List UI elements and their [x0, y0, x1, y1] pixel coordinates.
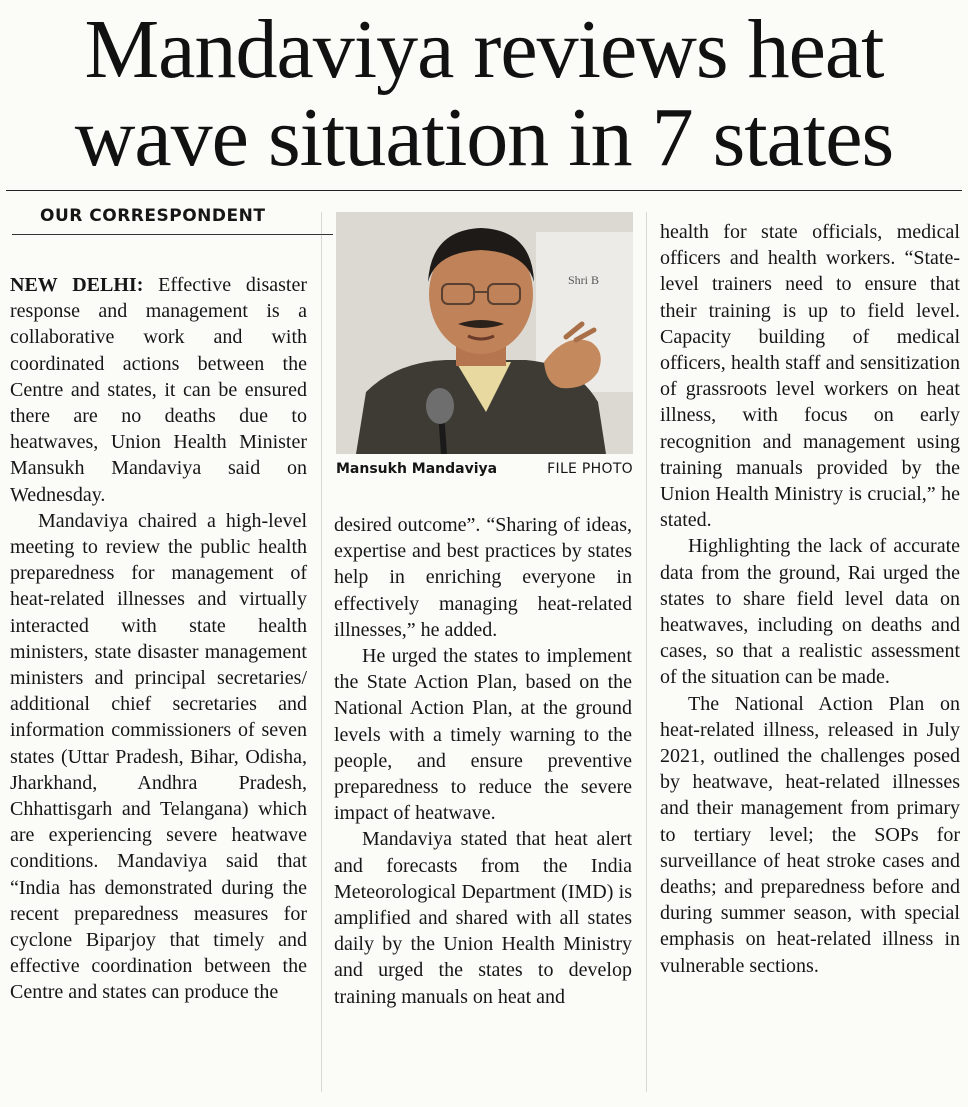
paragraph: Highlighting the lack of accurate data from the ground, Rai urged the states to share field level data on heatwaves, including on deaths and cases, so that a realistic assessment of the situation can be made. — [660, 535, 960, 689]
caption-credit: FILE PHOTO — [547, 461, 633, 477]
headline-rule — [6, 190, 962, 191]
byline: OUR CORRESPONDENT — [12, 206, 333, 235]
headline-line-2: wave situation in 7 states — [74, 91, 894, 184]
paragraph: desired outcome”. “Sharing of ideas, expertise and best practices by states help in enriching everyone in effectively managing heat-related illnesses,” he added. — [334, 514, 632, 641]
article-column-2 — [334, 512, 632, 1010]
headline — [0, 3, 968, 184]
paragraph: health for state officials, medical officers and health workers. “State-level trainers need to ensure that their training is up to field level. Capacity building of medical officers, health staff and sensitization of grassroots level workers on heat illness, with focus on early recognition and management using training manuals provided by the Union Health Ministry is crucial,” he stated. — [660, 221, 960, 532]
portrait-photo — [336, 212, 633, 454]
paragraph: Mandaviya chaired a high-level meeting to review the public health preparedness for management of heat-related illnesses and virtually interacted with state health ministers, state disaster management ministers and principal secretaries/ additional chief secretaries and information commissioners of seven states (Uttar Pradesh, Bihar, Odisha, Jharkhand, Andhra Pradesh, Chhattisgarh and Telangana) which are experiencing severe heatwave conditions. Mandaviya said that “India has demonstrated during the recent preparedness measures for cyclone Biparjoy that timely and effective coordination between the Centre and states can produce the — [10, 509, 307, 1004]
column-divider — [646, 212, 647, 1092]
photo-caption — [336, 461, 633, 477]
headline-line-1: Mandaviya reviews heat — [84, 3, 884, 96]
caption-name: Mansukh Mandaviya — [336, 461, 498, 477]
column-divider — [321, 212, 322, 1092]
article-column-1 — [10, 272, 307, 1006]
paragraph: The National Action Plan on heat-related illness, released in July 2021, outlined the challenges posed by heatwave, heat-related illnesses and their management from primary to tertiary level; the SOPs for surveillance of heat stroke cases and deaths; and preparedness before and during summer season, with special emphasis on heat-related illness in vulnerable sections. — [660, 692, 960, 977]
dateline: NEW DELHI: — [10, 274, 144, 296]
article-column-3 — [660, 219, 960, 979]
paragraph-text: Effective disaster response and management is a collaborative work and with coordinated actions between the Centre and states, it can be ensured there are no deaths due to heatwaves, Union Health Minister Mansukh Mandaviya said on Wednesday. — [10, 274, 307, 506]
paragraph — [10, 272, 307, 508]
backdrop-text: Shri B — [568, 273, 600, 287]
paragraph: Mandaviya stated that heat alert and forecasts from the India Meteorological Department (IMD) is amplified and shared with all states daily by the Union Health Ministry and urged the states to develop training manuals on heat and — [334, 828, 632, 1008]
paragraph: He urged the states to implement the State Action Plan, based on the National Action Plan, at the ground levels with a timely warning to the people, and ensure preventive preparedness to reduce the severe impact of heatwave. — [334, 645, 632, 825]
portrait-illustration — [336, 212, 633, 454]
